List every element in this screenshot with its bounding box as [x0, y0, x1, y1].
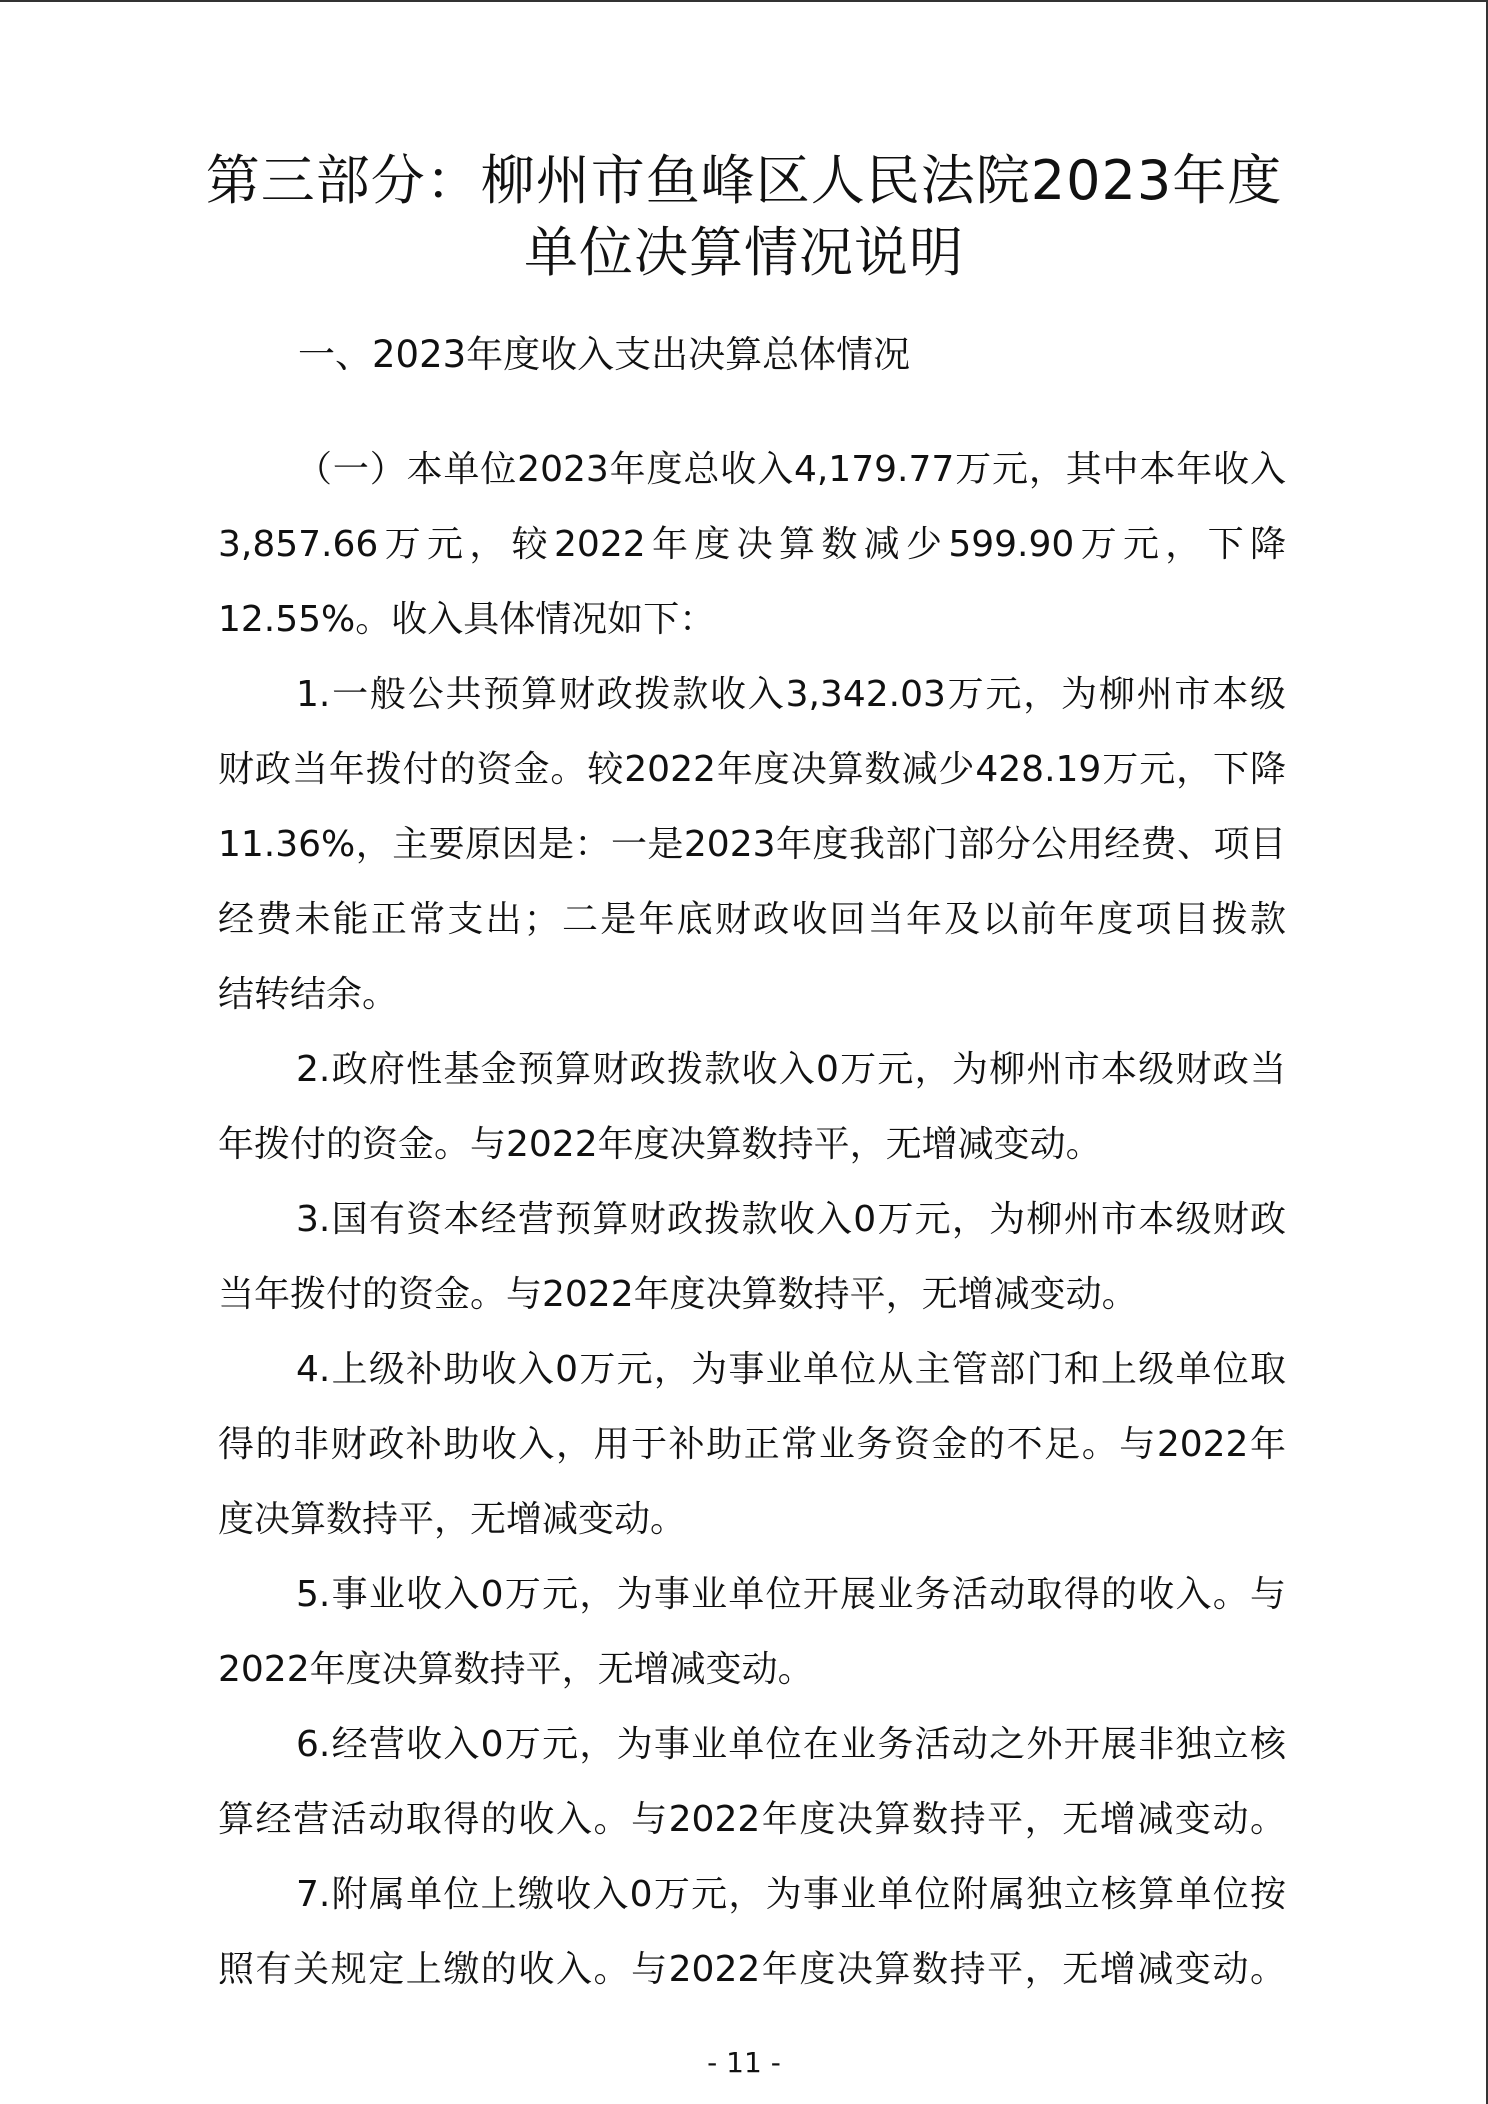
paragraph-line: 2022年度决算数持平，无增减变动。 — [218, 1649, 814, 1690]
paragraph-line: 结转结余。 — [218, 974, 399, 1015]
paragraph-line: 4.上级补助收入0万元，为事业单位从主管部门和上级单位取 — [296, 1349, 1286, 1390]
paragraph-line: 3,857.66万元，较2022年度决算数减少599.90万元，下降 — [218, 524, 1286, 565]
title-line-2: 单位决算情况说明 — [524, 221, 964, 284]
paragraph-line: 照有关规定上缴的收入。与2022年度决算数持平，无增减变动。 — [218, 1949, 1286, 1990]
page-number: - 11 - — [707, 2046, 781, 2079]
section-heading: 一、2023年度收入支出决算总体情况 — [298, 333, 911, 376]
paragraph-line: 经费未能正常支出；二是年底财政收回当年及以前年度项目拨款 — [218, 899, 1286, 940]
paragraph-line: 7.附属单位上缴收入0万元，为事业单位附属独立核算单位按 — [296, 1874, 1286, 1915]
paragraph-line: 5.事业收入0万元，为事业单位开展业务活动取得的收入。与 — [296, 1574, 1286, 1615]
paragraph-line: 度决算数持平，无增减变动。 — [218, 1499, 687, 1540]
paragraph-line: 当年拨付的资金。与2022年度决算数持平，无增减变动。 — [218, 1274, 1138, 1315]
paragraph-line: 6.经营收入0万元，为事业单位在业务活动之外开展非独立核 — [296, 1724, 1286, 1765]
paragraph-line: 2.政府性基金预算财政拨款收入0万元，为柳州市本级财政当 — [296, 1049, 1286, 1090]
paragraph-line: 得的非财政补助收入，用于补助正常业务资金的不足。与2022年 — [218, 1424, 1286, 1465]
paragraph-line: 12.55%。收入具体情况如下： — [218, 599, 716, 640]
body-text — [218, 432, 1286, 2007]
paragraph-line: 3.国有资本经营预算财政拨款收入0万元，为柳州市本级财政 — [296, 1199, 1286, 1240]
paragraph-line: 11.36%，主要原因是：一是2023年度我部门部分公用经费、项目 — [218, 824, 1286, 865]
paragraph-line: 算经营活动取得的收入。与2022年度决算数持平，无增减变动。 — [218, 1799, 1286, 1840]
document-title — [0, 145, 1488, 289]
paragraph-line: 年拨付的资金。与2022年度决算数持平，无增减变动。 — [218, 1124, 1102, 1165]
title-line-1: 第三部分：柳州市鱼峰区人民法院2023年度 — [205, 149, 1283, 212]
paragraph-line: （一）本单位2023年度总收入4,179.77万元，其中本年收入 — [296, 449, 1286, 490]
paragraph-line: 1.一般公共预算财政拨款收入3,342.03万元，为柳州市本级 — [296, 674, 1286, 715]
paragraph-line: 财政当年拨付的资金。较2022年度决算数减少428.19万元，下降 — [218, 749, 1286, 790]
